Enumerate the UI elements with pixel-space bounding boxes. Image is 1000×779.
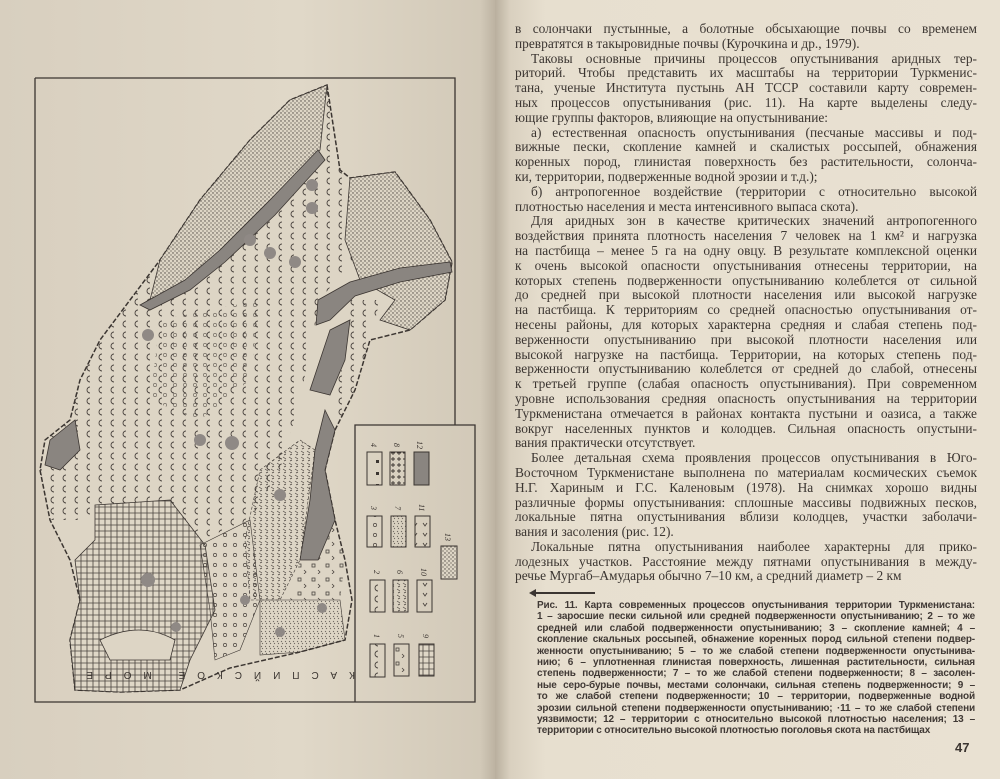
legend-swatch-11 [415,516,430,547]
caption-line: ные серо-бурые почвы, местами солончаки, сильная степень подверженности; 9 – [537,679,975,691]
text-line: вижные пески, скопление камней и скалистых россыпей, обнажения [515,139,977,155]
text-line: верженности опустыниванию колеблется от средней до слабой, отнесены [515,361,977,377]
map-legend [367,452,457,677]
text-line: ки, территории, подверженные водной эрозии и т.д.); [515,168,818,184]
desertification-map [0,0,495,779]
text-line: Восточном Туркменистане выполнена по материалам космических съемок [515,464,977,480]
legend-number: 10 [419,568,428,576]
text-line: локальные пятна опустынивания вблизи колодцев, участки заболачи- [515,509,977,525]
caption-line: территории с относительно высокой плотностью поголовья скота на пастбищах [537,725,931,737]
text-line: б) антропогенное воздействие (территории с относительно высокой [531,183,977,199]
caption-line: 1 – заросшие пески сильной или средней подверженности опустыниванию; 2 – то же [537,611,975,623]
text-line: превратятся в такыровидные почвы (Курочкина и др., 1979). [515,35,860,51]
text-line: на пастбища – менее 5 га на одну овцу. В результате комплексной оценки [515,242,977,258]
text-line: несены районы, для которых характерна средняя и слабая степень под- [515,316,977,332]
text-line: риторий. Чтобы представить их масштабы на территории Туркменис- [515,65,977,81]
legend-number: 12 [415,441,424,449]
text-line: воздействия принята плотность населения 7 человек на 1 км² и нагрузка [515,228,977,244]
legend-number: 4 [369,443,378,447]
legend-swatch-8 [390,452,405,485]
caption-line: скопление скальных россыпей, обнажение коренных пород сильной степени подвер- [537,634,975,646]
text-line: которых степень подверженности опустыниванию колеблется от сильной [515,272,977,288]
text-line: ных процессов опустынивания (рис. 11). На карте выделены следу- [515,94,977,110]
text-line: уровне использования средняя опасность опустынивания на территории [515,390,977,406]
legend-swatch-12 [414,452,429,485]
legend-number: 2 [372,570,381,574]
caption-line: уязвимости; 12 – территории с относительно высокой плотностью населения; 13 – [537,713,975,725]
text-line: плотностью населения и места интенсивного выпаса скота). [515,198,859,214]
caspian-sea-label: КАСПИЙСКОЕ МОРЕ [74,669,355,680]
legend-swatch-9 [419,644,434,676]
legend-number: 5 [396,634,405,638]
text-line: тана, ученые Института пустынь АН ТССР составили карту современ- [515,80,977,96]
legend-swatch-7 [391,516,406,547]
legend-swatch-6 [393,580,408,612]
arrow-marker [535,592,595,594]
caption-line: средней или слабой подверженности опустыниванию; 3 – скопление камней; 4 – [537,622,975,634]
legend-number: 1 [372,634,381,638]
text-line: к третьей группе (слабая опасность опустынивания). При современном [515,376,977,392]
caption-line: нию; 6 – уплотненная глинистая поверхность, лишенная растительности, сильная [537,656,975,668]
caption-line: степень подверженности; 7 – то же слабой степени подверженности; 8 – засолен- [537,668,975,680]
caption-line: женности опустыниванию; 5 – то же слабой степени подверженности опустынива- [537,645,975,657]
text-line: различные формы опустынивания: сплошные массивы подвижных песков, [515,494,977,510]
text-line: лодезных участков. Расстояние между пятнами опустынивания в между- [515,553,977,569]
text-line: Таковы основные причины процессов опустынивания аридных тер- [531,50,977,66]
legend-number: 9 [421,634,430,638]
text-line: верженности опустыниванию при высокой плотности населения или [515,331,977,347]
text-line: вокруг населенных пунктов и колодцев. Сильная опасность опустыни- [515,420,977,436]
text-line: на пастбища. К территориям со средней опасностью опустынивания от- [515,302,977,318]
text-line: Н.Г. Хариным и Г.С. Каленовым (1978). На снимках хорошо видны [515,479,977,495]
legend-swatch-5 [394,644,409,676]
text-line: высокой нагрузке на пастбища. Территории, на которых степень под- [515,346,977,362]
text-line: Туркменистана отмечается в районах контакта пустыни и оазиса, а также [515,405,977,421]
legend-number: 6 [395,570,404,574]
text-line: до средней при высокой плотности населения или высокой нагрузке [515,287,977,303]
text-line: Более детальная схема проявления процессов опустынивания в Юго- [531,450,977,466]
legend-number: 7 [393,506,402,510]
text-line: а) естественная опасность опустынивания (песчаные массивы и под- [531,124,977,140]
page-number: 47 [955,740,970,755]
legend-swatch-13 [441,546,457,579]
text-line: ющие группы факторов, влияющие на опустынивание: [515,109,829,125]
legend-number: 8 [392,443,401,447]
legend-number: 11 [417,504,426,512]
text-line: речье Мургаб–Амударья обычно 7–10 км, а средний диаметр – 2 км [515,568,902,584]
legend-number: 13 [443,533,452,541]
text-line: коренных пород, глинистая поверхность без растительности, солонча- [515,154,977,170]
text-line: Локальные пятна опустынивания наиболее характерны для прико- [531,538,977,554]
caption-line: то же слабой степени подверженности; 10 – территории, подверженные водной [537,691,975,703]
body-text [515,22,977,584]
text-line: вания практически отсутствует. [515,435,696,451]
legend-swatch-4 [367,452,382,485]
caption-line: Рис. 11. Карта современных процессов опустынивания территории Туркменистана: [537,600,975,611]
figure-caption [537,600,975,737]
legend-swatch-1 [370,644,385,677]
text-line: в солончаки пустынные, а болотные обсыхающие почвы со временем [515,21,977,36]
caption-line: эрозии сильной степени подверженности опустыниванию; ·11 – то же слабой степени [537,702,975,714]
legend-swatch-2 [370,580,385,612]
text-line: Для аридных зон в качестве критических значений антропогенного [531,213,977,229]
text-line: вания и засоления (рис. 12). [515,524,674,540]
legend-number: 3 [369,506,378,510]
text-line: к очень высокой опасности опустынивания отнесены территории, на [515,257,977,273]
legend-swatch-10 [417,580,432,612]
legend-swatch-3 [367,516,382,547]
